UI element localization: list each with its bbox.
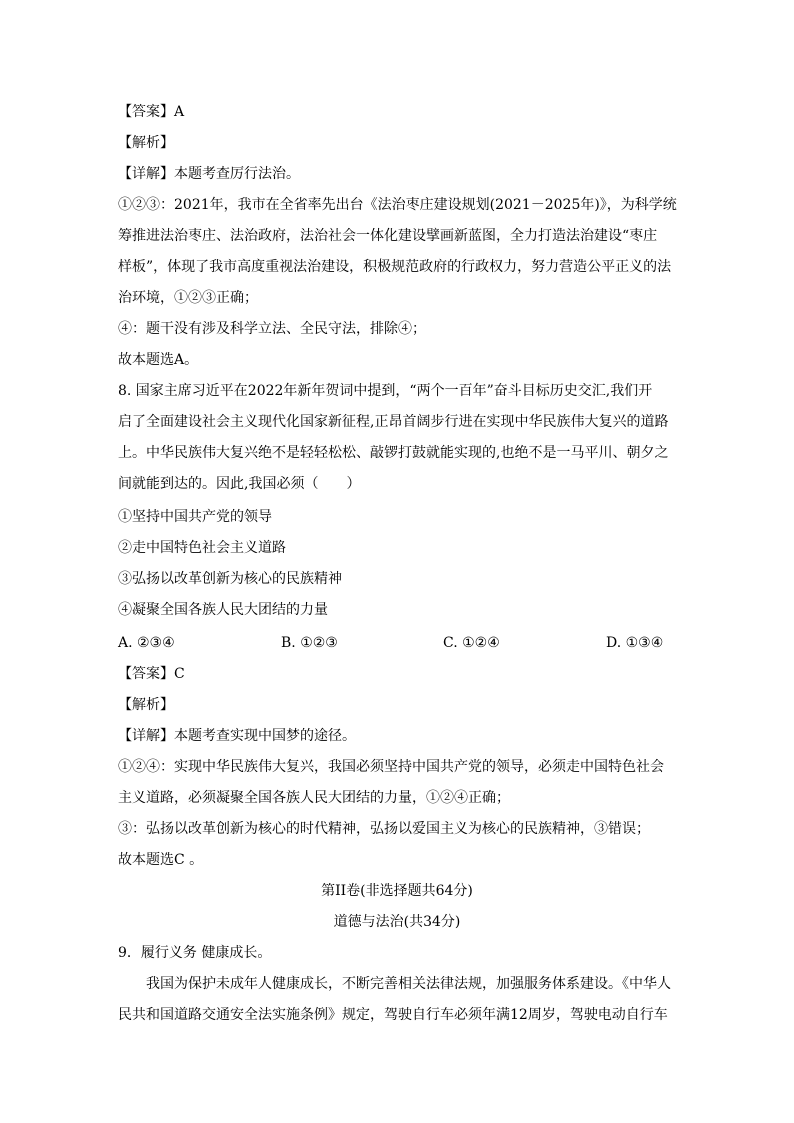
q9-title: 9．履行义务 健康成长。	[118, 945, 272, 961]
q9-paragraph-line: 我国为保护未成年人健康成长，不断完善相关法律法规，加强服务体系建设。《中华人	[146, 976, 671, 992]
q9-paragraph-line: 民共和国道路交通安全法实施条例》规定，驾驶自行车必须年满12周岁，驾驶电动自行车	[118, 1007, 668, 1023]
q8-conclusion: 故本题选C 。	[118, 852, 204, 868]
q8-statement-2: ②走中国特色社会主义道路	[118, 540, 286, 556]
q7-explanation-line: ④：题干没有涉及科学立法、全民守法，排除④；	[118, 321, 426, 337]
q7-explanation-line: 样板”，体现了我市高度重视法治建设，积极规范政府的行政权力，努力营造公平正义的法	[118, 259, 672, 275]
q7-analysis-label: 【解析】	[118, 135, 174, 151]
q8-answer: 【答案】C	[118, 666, 185, 682]
q7-detail: 【详解】本题考查厉行法治。	[118, 166, 300, 182]
q8-option-a: A. ②③④	[118, 635, 175, 651]
section-subtitle: 道德与法治(共34分)	[333, 914, 461, 930]
q8-explanation-line: ③：弘扬以改革创新为核心的时代精神，弘扬以爱国主义为核心的民族精神，③错误；	[118, 821, 650, 837]
q7-explanation-line: 筹推进法治枣庄、法治政府，法治社会一体化建设擘画新蓝图，全力打造法治建设“枣庄	[118, 228, 658, 244]
q8-stem-line: 启了全面建设社会主义现代化国家新征程,正昂首阔步行进在实现中华民族伟大复兴的道路	[118, 414, 669, 430]
q8-statement-4: ④凝聚全国各族人民大团结的力量	[118, 602, 328, 618]
q8-stem-line: 上。中华民族伟大复兴绝不是轻轻松松、敲锣打鼓就能实现的,也绝不是一马平川、朝夕之	[118, 445, 669, 461]
q7-explanation-line: 治环境，①②③正确；	[118, 290, 258, 306]
q8-detail: 【详解】本题考查实现中国梦的途径。	[118, 728, 356, 744]
q7-explanation-line: ①②③：2021年，我市在全省率先出台《法治枣庄建设规划(2021－2025年)》，为科学统	[118, 197, 677, 213]
section-title: 第II卷(非选择题共64分)	[321, 883, 473, 899]
q8-option-b: B. ①②③	[281, 635, 338, 651]
q8-stem-line: 间就能到达的。因此,我国必须（ ）	[118, 476, 361, 492]
q8-explanation-line: 主义道路，必须凝聚全国各族人民大团结的力量，①②④正确；	[118, 790, 510, 806]
q8-statement-3: ③弘扬以改革创新为核心的民族精神	[118, 571, 342, 587]
q7-conclusion: 故本题选A。	[118, 352, 199, 368]
q7-answer: 【答案】A	[118, 104, 185, 120]
q8-stem-line: 8. 国家主席习近平在2022年新年贺词中提到，“两个一百年”奋斗目标历史交汇,我们开	[118, 383, 653, 399]
q8-explanation-line: ①②④：实现中华民族伟大复兴，我国必须坚持中国共产党的领导，必须走中国特色社会	[118, 759, 664, 775]
q8-statement-1: ①坚持中国共产党的领导	[118, 509, 272, 525]
q8-analysis-label: 【解析】	[118, 697, 174, 713]
q8-option-d: D. ①③④	[606, 635, 664, 651]
q8-option-c: C. ①②④	[443, 635, 500, 651]
